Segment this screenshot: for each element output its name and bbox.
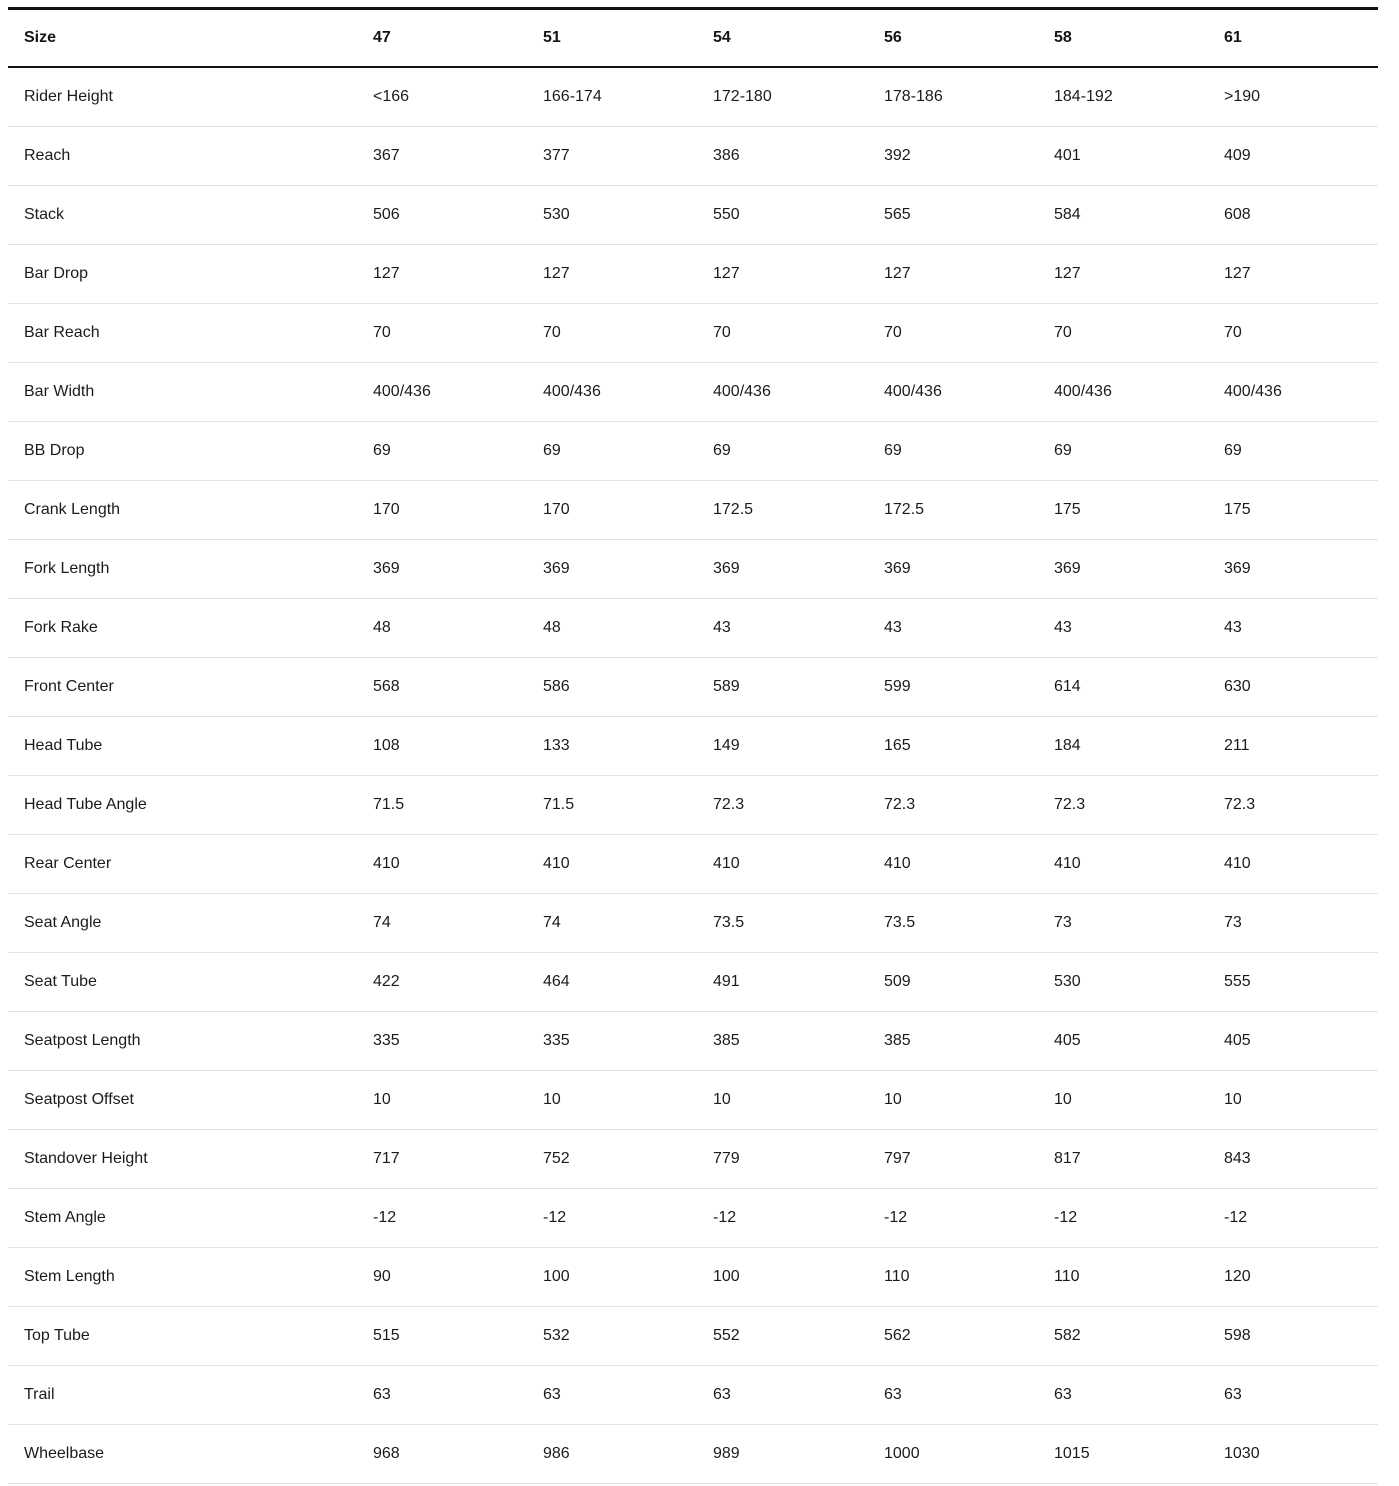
cell-value: 614 <box>1054 658 1224 717</box>
row-label: Seatpost Offset <box>8 1071 373 1130</box>
row-label: Stack <box>8 186 373 245</box>
cell-value: 1030 <box>1224 1425 1378 1484</box>
cell-value: 166-174 <box>543 67 713 127</box>
cell-value: 582 <box>1054 1307 1224 1366</box>
cell-value: 63 <box>373 1366 543 1425</box>
table-row <box>8 127 1378 186</box>
cell-value: 175 <box>1054 481 1224 540</box>
row-label: Front Center <box>8 658 373 717</box>
cell-value: 90 <box>373 1248 543 1307</box>
cell-value: 400/436 <box>884 363 1054 422</box>
cell-value: 10 <box>1224 1071 1378 1130</box>
cell-value: 170 <box>373 481 543 540</box>
row-label: Rear Center <box>8 835 373 894</box>
size-spec-table <box>8 7 1378 1484</box>
cell-value: 584 <box>1054 186 1224 245</box>
cell-value: 509 <box>884 953 1054 1012</box>
cell-value: 43 <box>1054 599 1224 658</box>
cell-value: 69 <box>1054 422 1224 481</box>
row-label: Trail <box>8 1366 373 1425</box>
cell-value: 369 <box>373 540 543 599</box>
cell-value: 410 <box>373 835 543 894</box>
cell-value: 335 <box>543 1012 713 1071</box>
cell-value: 70 <box>543 304 713 363</box>
cell-value: 10 <box>373 1071 543 1130</box>
cell-value: 400/436 <box>373 363 543 422</box>
cell-value: 127 <box>713 245 884 304</box>
cell-value: 43 <box>884 599 1054 658</box>
header-col-58: 58 <box>1054 9 1224 68</box>
table-row <box>8 245 1378 304</box>
table-row <box>8 953 1378 1012</box>
row-label: Standover Height <box>8 1130 373 1189</box>
cell-value: 10 <box>713 1071 884 1130</box>
cell-value: 120 <box>1224 1248 1378 1307</box>
cell-value: 184-192 <box>1054 67 1224 127</box>
header-col-47: 47 <box>373 9 543 68</box>
cell-value: 599 <box>884 658 1054 717</box>
cell-value: <166 <box>373 67 543 127</box>
row-label: Head Tube Angle <box>8 776 373 835</box>
cell-value: 568 <box>373 658 543 717</box>
cell-value: 989 <box>713 1425 884 1484</box>
row-label: Fork Rake <box>8 599 373 658</box>
cell-value: 63 <box>884 1366 1054 1425</box>
cell-value: 69 <box>713 422 884 481</box>
table-row <box>8 186 1378 245</box>
cell-value: 405 <box>1224 1012 1378 1071</box>
cell-value: -12 <box>713 1189 884 1248</box>
cell-value: 400/436 <box>1054 363 1224 422</box>
cell-value: 422 <box>373 953 543 1012</box>
table-row <box>8 835 1378 894</box>
cell-value: -12 <box>1224 1189 1378 1248</box>
cell-value: 369 <box>1224 540 1378 599</box>
row-label: Seatpost Length <box>8 1012 373 1071</box>
cell-value: 385 <box>713 1012 884 1071</box>
row-label: Seat Angle <box>8 894 373 953</box>
cell-value: 377 <box>543 127 713 186</box>
cell-value: 73.5 <box>713 894 884 953</box>
cell-value: 172.5 <box>884 481 1054 540</box>
table-row <box>8 717 1378 776</box>
cell-value: 72.3 <box>1054 776 1224 835</box>
cell-value: 598 <box>1224 1307 1378 1366</box>
cell-value: 127 <box>884 245 1054 304</box>
cell-value: 71.5 <box>543 776 713 835</box>
cell-value: 165 <box>884 717 1054 776</box>
row-label: BB Drop <box>8 422 373 481</box>
cell-value: 110 <box>1054 1248 1224 1307</box>
table-row <box>8 67 1378 127</box>
cell-value: 70 <box>884 304 1054 363</box>
cell-value: 63 <box>1224 1366 1378 1425</box>
cell-value: 400/436 <box>1224 363 1378 422</box>
table-row <box>8 1130 1378 1189</box>
row-label: Seat Tube <box>8 953 373 1012</box>
table-row <box>8 776 1378 835</box>
cell-value: -12 <box>884 1189 1054 1248</box>
row-label: Bar Width <box>8 363 373 422</box>
cell-value: 369 <box>713 540 884 599</box>
cell-value: 73.5 <box>884 894 1054 953</box>
cell-value: 43 <box>1224 599 1378 658</box>
cell-value: 149 <box>713 717 884 776</box>
cell-value: 385 <box>884 1012 1054 1071</box>
row-label: Top Tube <box>8 1307 373 1366</box>
cell-value: 73 <box>1054 894 1224 953</box>
cell-value: 72.3 <box>1224 776 1378 835</box>
cell-value: 127 <box>543 245 713 304</box>
cell-value: 70 <box>373 304 543 363</box>
cell-value: 369 <box>884 540 1054 599</box>
cell-value: 72.3 <box>713 776 884 835</box>
row-label: Rider Height <box>8 67 373 127</box>
cell-value: 401 <box>1054 127 1224 186</box>
cell-value: 552 <box>713 1307 884 1366</box>
cell-value: 464 <box>543 953 713 1012</box>
cell-value: 63 <box>543 1366 713 1425</box>
table-row <box>8 1307 1378 1366</box>
table-row <box>8 1189 1378 1248</box>
cell-value: 400/436 <box>713 363 884 422</box>
cell-value: 172.5 <box>713 481 884 540</box>
cell-value: 74 <box>543 894 713 953</box>
row-label: Bar Reach <box>8 304 373 363</box>
cell-value: 70 <box>713 304 884 363</box>
header-size-label: Size <box>8 9 373 68</box>
cell-value: 506 <box>373 186 543 245</box>
cell-value: -12 <box>373 1189 543 1248</box>
cell-value: 69 <box>884 422 1054 481</box>
cell-value: 175 <box>1224 481 1378 540</box>
cell-value: 127 <box>373 245 543 304</box>
cell-value: 74 <box>373 894 543 953</box>
table-row <box>8 1012 1378 1071</box>
cell-value: 562 <box>884 1307 1054 1366</box>
row-label: Bar Drop <box>8 245 373 304</box>
cell-value: 410 <box>1224 835 1378 894</box>
cell-value: 608 <box>1224 186 1378 245</box>
cell-value: 48 <box>373 599 543 658</box>
row-label: Stem Length <box>8 1248 373 1307</box>
cell-value: 550 <box>713 186 884 245</box>
cell-value: 717 <box>373 1130 543 1189</box>
cell-value: 410 <box>543 835 713 894</box>
cell-value: 48 <box>543 599 713 658</box>
row-label: Wheelbase <box>8 1425 373 1484</box>
cell-value: 69 <box>543 422 713 481</box>
cell-value: 170 <box>543 481 713 540</box>
cell-value: 843 <box>1224 1130 1378 1189</box>
cell-value: 63 <box>1054 1366 1224 1425</box>
cell-value: 69 <box>1224 422 1378 481</box>
cell-value: 178-186 <box>884 67 1054 127</box>
cell-value: -12 <box>1054 1189 1224 1248</box>
cell-value: 63 <box>713 1366 884 1425</box>
cell-value: 400/436 <box>543 363 713 422</box>
table-row <box>8 599 1378 658</box>
table-row <box>8 1425 1378 1484</box>
cell-value: 73 <box>1224 894 1378 953</box>
cell-value: 10 <box>543 1071 713 1130</box>
cell-value: 335 <box>373 1012 543 1071</box>
cell-value: 532 <box>543 1307 713 1366</box>
table-row <box>8 658 1378 717</box>
cell-value: 71.5 <box>373 776 543 835</box>
cell-value: 779 <box>713 1130 884 1189</box>
table-row <box>8 1366 1378 1425</box>
header-row <box>8 9 1378 68</box>
cell-value: 409 <box>1224 127 1378 186</box>
cell-value: 392 <box>884 127 1054 186</box>
cell-value: 555 <box>1224 953 1378 1012</box>
cell-value: 410 <box>884 835 1054 894</box>
cell-value: 110 <box>884 1248 1054 1307</box>
cell-value: 367 <box>373 127 543 186</box>
cell-value: 184 <box>1054 717 1224 776</box>
cell-value: 410 <box>713 835 884 894</box>
cell-value: 72.3 <box>884 776 1054 835</box>
header-col-56: 56 <box>884 9 1054 68</box>
geometry-table <box>8 7 1378 1484</box>
cell-value: 1000 <box>884 1425 1054 1484</box>
header-col-61: 61 <box>1224 9 1378 68</box>
cell-value: 530 <box>543 186 713 245</box>
cell-value: 630 <box>1224 658 1378 717</box>
cell-value: 589 <box>713 658 884 717</box>
header-col-51: 51 <box>543 9 713 68</box>
cell-value: 369 <box>543 540 713 599</box>
cell-value: 369 <box>1054 540 1224 599</box>
cell-value: 100 <box>713 1248 884 1307</box>
cell-value: 386 <box>713 127 884 186</box>
table-row <box>8 481 1378 540</box>
cell-value: -12 <box>543 1189 713 1248</box>
cell-value: 127 <box>1054 245 1224 304</box>
cell-value: 586 <box>543 658 713 717</box>
cell-value: 69 <box>373 422 543 481</box>
table-row <box>8 540 1378 599</box>
cell-value: 515 <box>373 1307 543 1366</box>
cell-value: 410 <box>1054 835 1224 894</box>
cell-value: 491 <box>713 953 884 1012</box>
row-label: Reach <box>8 127 373 186</box>
cell-value: 752 <box>543 1130 713 1189</box>
cell-value: 70 <box>1224 304 1378 363</box>
cell-value: 1015 <box>1054 1425 1224 1484</box>
table-row <box>8 894 1378 953</box>
cell-value: 405 <box>1054 1012 1224 1071</box>
cell-value: 986 <box>543 1425 713 1484</box>
cell-value: 530 <box>1054 953 1224 1012</box>
table-row <box>8 1248 1378 1307</box>
row-label: Crank Length <box>8 481 373 540</box>
cell-value: 127 <box>1224 245 1378 304</box>
cell-value: >190 <box>1224 67 1378 127</box>
cell-value: 10 <box>1054 1071 1224 1130</box>
cell-value: 133 <box>543 717 713 776</box>
cell-value: 100 <box>543 1248 713 1307</box>
table-row <box>8 304 1378 363</box>
cell-value: 108 <box>373 717 543 776</box>
cell-value: 817 <box>1054 1130 1224 1189</box>
table-row <box>8 1071 1378 1130</box>
cell-value: 968 <box>373 1425 543 1484</box>
row-label: Stem Angle <box>8 1189 373 1248</box>
table-row <box>8 363 1378 422</box>
row-label: Head Tube <box>8 717 373 776</box>
cell-value: 172-180 <box>713 67 884 127</box>
cell-value: 565 <box>884 186 1054 245</box>
cell-value: 43 <box>713 599 884 658</box>
table-row <box>8 422 1378 481</box>
cell-value: 797 <box>884 1130 1054 1189</box>
header-col-54: 54 <box>713 9 884 68</box>
cell-value: 70 <box>1054 304 1224 363</box>
row-label: Fork Length <box>8 540 373 599</box>
cell-value: 10 <box>884 1071 1054 1130</box>
cell-value: 211 <box>1224 717 1378 776</box>
